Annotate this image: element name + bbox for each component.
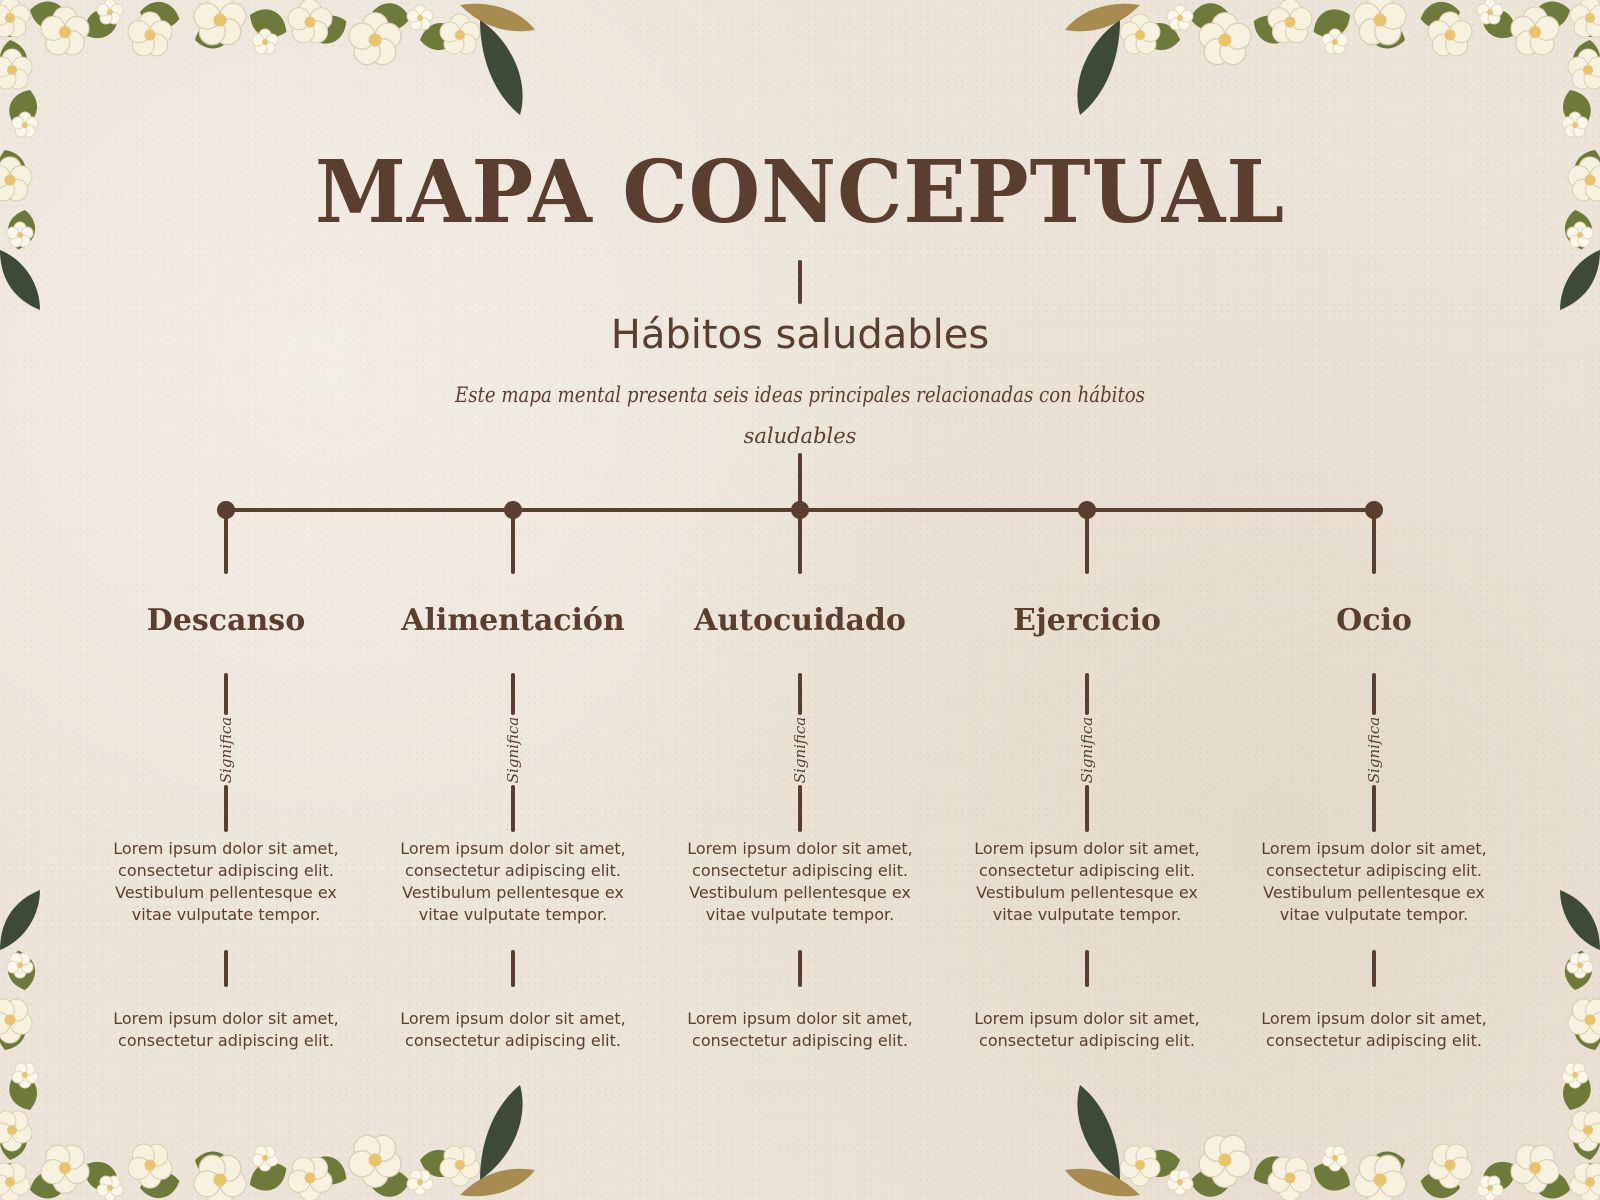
detail-line-4: vitae vulputate tempor. xyxy=(131,905,321,924)
sub-detail-line-1: Lorem ipsum dolor sit amet, xyxy=(113,1009,339,1028)
branch-ocio xyxy=(1261,501,1487,1050)
detail-line-4: vitae vulputate tempor. xyxy=(705,905,895,924)
branch-title: Ejercicio xyxy=(1013,603,1161,638)
detail-line-3: Vestibulum pellentesque ex xyxy=(402,883,624,902)
branch-ejercicio xyxy=(974,501,1200,1050)
root-node-label: Hábitos saludables xyxy=(610,312,990,358)
page-title: MAPA CONCEPTUAL xyxy=(315,142,1285,243)
connector-label: Significa xyxy=(1078,716,1096,784)
sub-detail-line-2: consectetur adipiscing elit. xyxy=(979,1031,1195,1050)
detail-line-3: Vestibulum pellentesque ex xyxy=(1263,883,1485,902)
branch-alimentacion xyxy=(400,501,626,1050)
sub-detail-line-1: Lorem ipsum dolor sit amet, xyxy=(1261,1009,1487,1028)
detail-line-2: consectetur adipiscing elit. xyxy=(405,861,621,880)
branch-title: Descanso xyxy=(146,603,306,638)
detail-line-4: vitae vulputate tempor. xyxy=(1279,905,1469,924)
detail-line-3: Vestibulum pellentesque ex xyxy=(115,883,337,902)
sub-detail-line-2: consectetur adipiscing elit. xyxy=(118,1031,334,1050)
branch-descanso xyxy=(113,501,339,1050)
sub-detail-line-1: Lorem ipsum dolor sit amet, xyxy=(974,1009,1200,1028)
connector-label: Significa xyxy=(504,716,522,784)
detail-line-2: consectetur adipiscing elit. xyxy=(1266,861,1482,880)
detail-line-3: Vestibulum pellentesque ex xyxy=(689,883,911,902)
detail-line-1: Lorem ipsum dolor sit amet, xyxy=(974,839,1200,858)
connector-label: Significa xyxy=(217,716,235,784)
sub-detail-line-1: Lorem ipsum dolor sit amet, xyxy=(400,1009,626,1028)
sub-detail-line-2: consectetur adipiscing elit. xyxy=(405,1031,621,1050)
detail-line-4: vitae vulputate tempor. xyxy=(992,905,1182,924)
sub-detail-line-2: consectetur adipiscing elit. xyxy=(692,1031,908,1050)
detail-line-1: Lorem ipsum dolor sit amet, xyxy=(687,839,913,858)
branch-autocuidado xyxy=(687,501,913,1050)
branch-title: Alimentación xyxy=(401,603,625,638)
connector-label: Significa xyxy=(791,716,809,784)
sub-detail-line-2: consectetur adipiscing elit. xyxy=(1266,1031,1482,1050)
detail-line-1: Lorem ipsum dolor sit amet, xyxy=(400,839,626,858)
branch-title: Ocio xyxy=(1336,603,1412,638)
branches xyxy=(113,501,1487,1050)
detail-line-1: Lorem ipsum dolor sit amet, xyxy=(113,839,339,858)
detail-line-4: vitae vulputate tempor. xyxy=(418,905,608,924)
connector-label: Significa xyxy=(1365,716,1383,784)
detail-line-2: consectetur adipiscing elit. xyxy=(118,861,334,880)
detail-line-1: Lorem ipsum dolor sit amet, xyxy=(1261,839,1487,858)
detail-line-2: consectetur adipiscing elit. xyxy=(979,861,1195,880)
root-node-description-line2: saludables xyxy=(743,424,857,448)
branch-title: Autocuidado xyxy=(694,603,906,638)
root-node-description-line1: Este mapa mental presenta seis ideas principales relacionadas con hábitos xyxy=(454,383,1146,407)
detail-line-3: Vestibulum pellentesque ex xyxy=(976,883,1198,902)
detail-line-2: consectetur adipiscing elit. xyxy=(692,861,908,880)
sub-detail-line-1: Lorem ipsum dolor sit amet, xyxy=(687,1009,913,1028)
